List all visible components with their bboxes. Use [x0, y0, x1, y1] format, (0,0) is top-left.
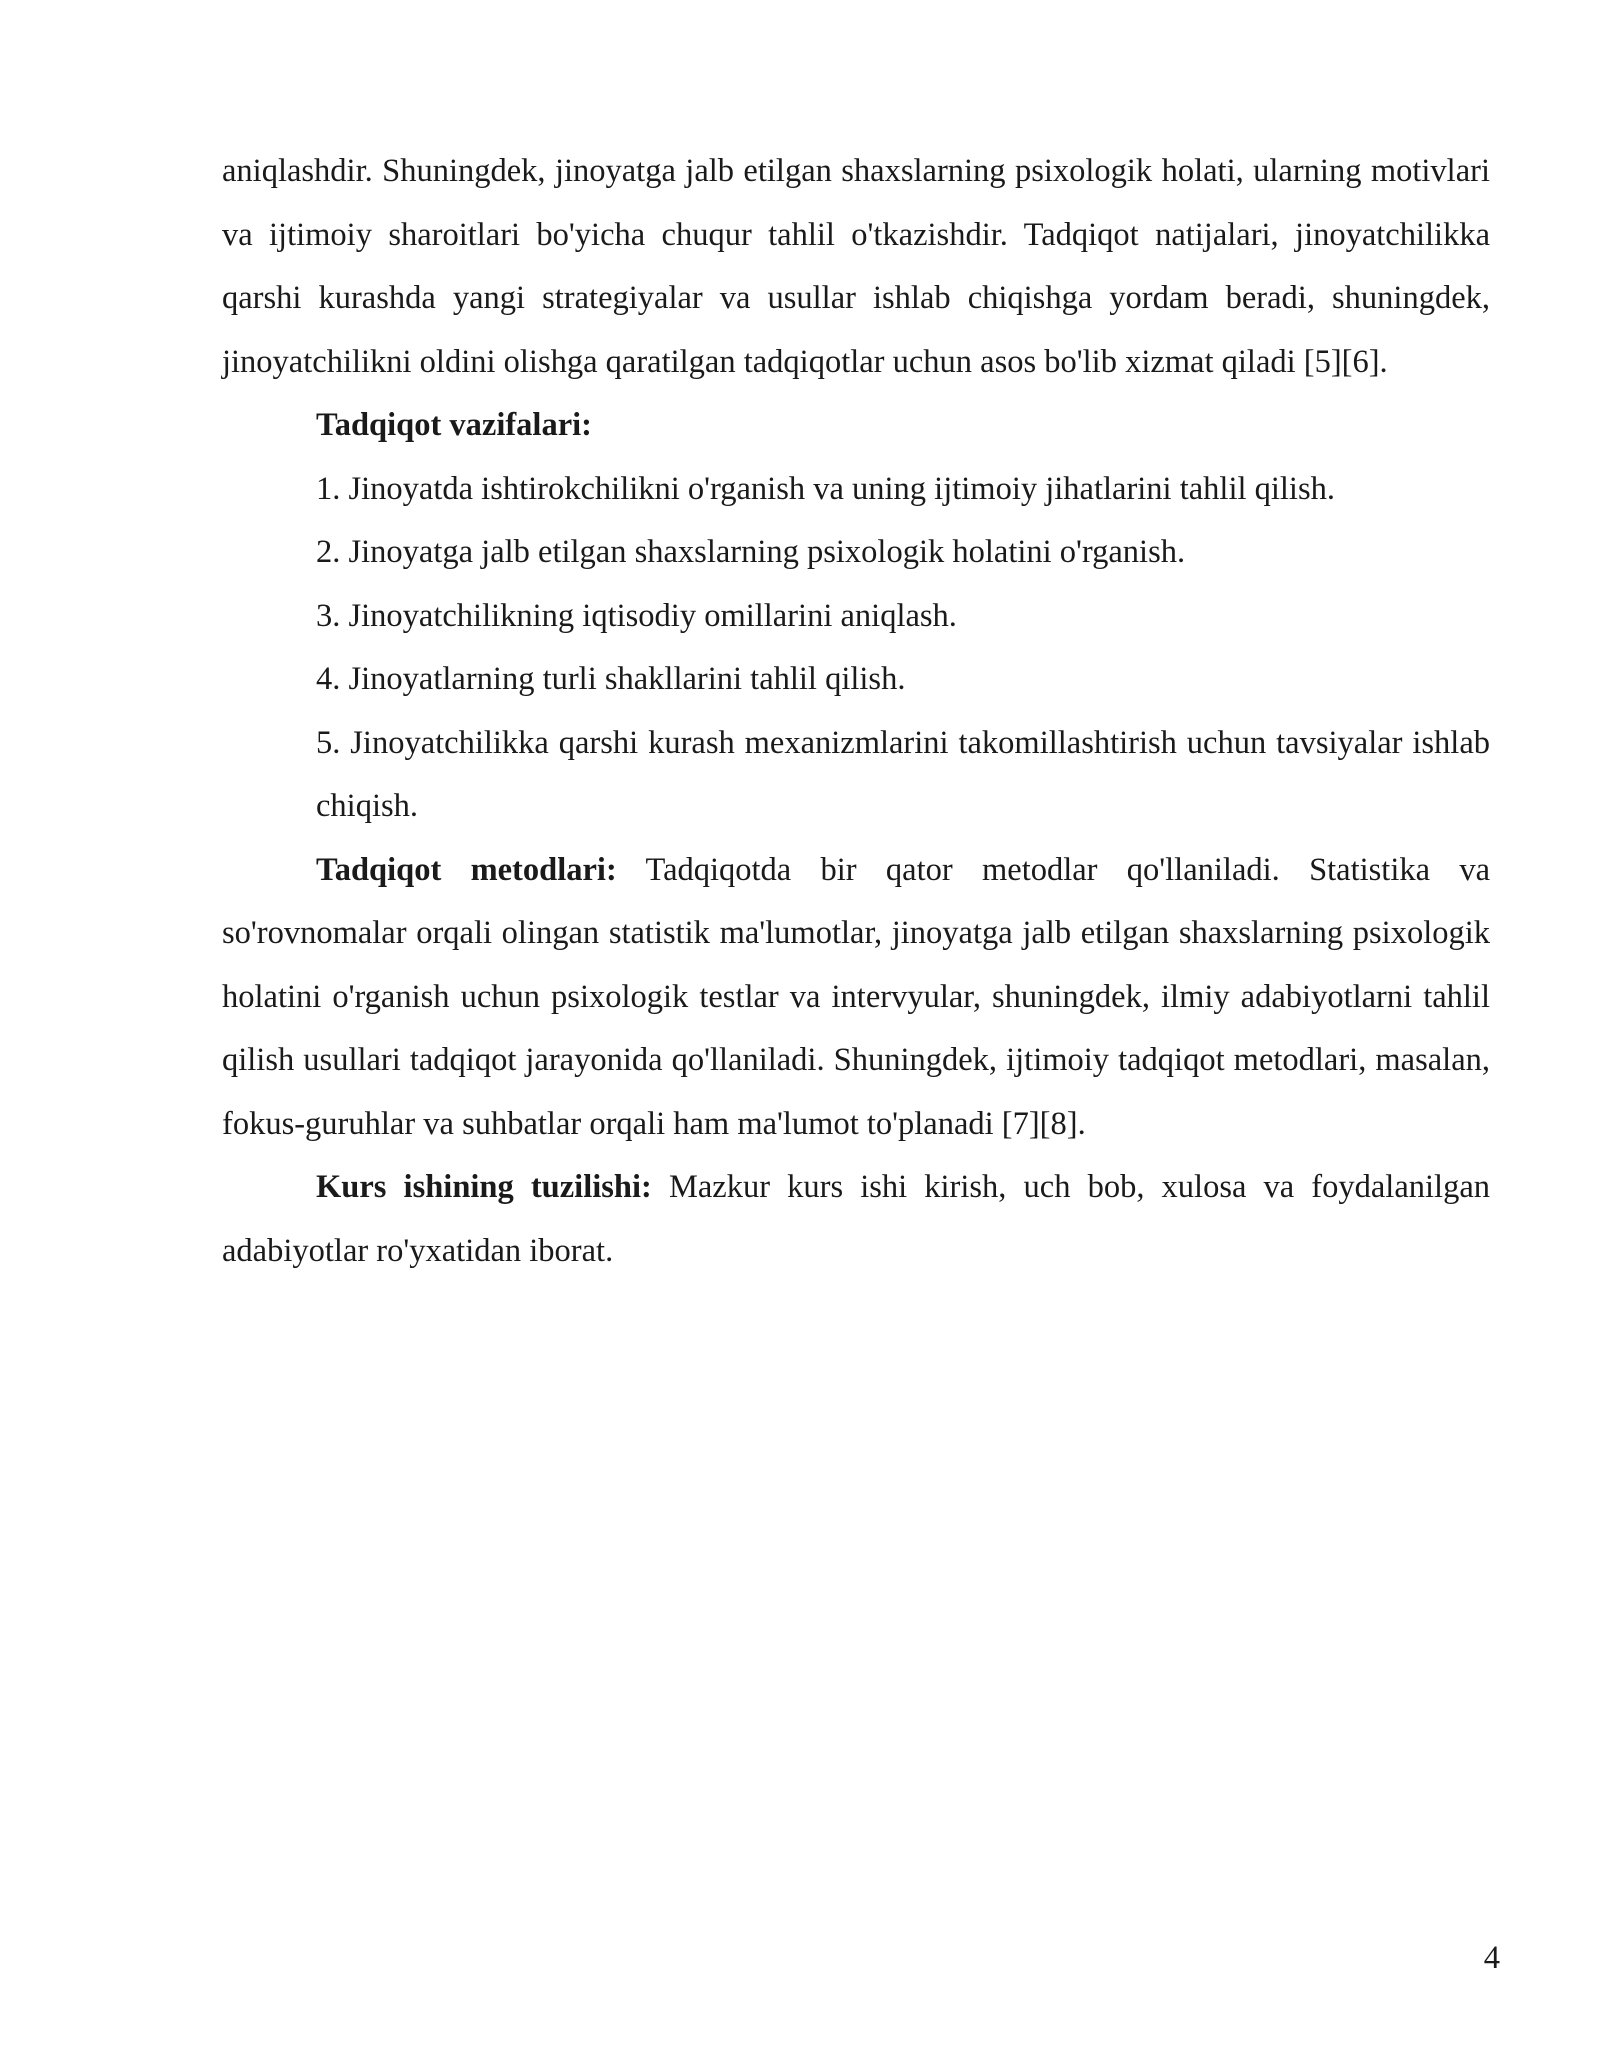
- task-item-2: 2. Jinoyatga jalb etilgan shaxslarning psixologik holatini o'rganish.: [316, 534, 1186, 570]
- methods-label: Tadqiqot metodlari:: [316, 851, 617, 888]
- task-item-5: 5. Jinoyatchilikka qarshi kurash mexanizmlarini takomillashtirish uchun tavsiyalar ishlab chiqish.: [316, 724, 1490, 824]
- intro-paragraph: aniqlashdir. Shuningdek, jinoyatga jalb etilgan shaxslarning psixologik holati, ularning motivlari va ijtimoiy sharoitlari bo'yicha chuqur tahlil o'tkazishdir. Tadqiqot natijalari, jinoyatchilikka qarshi kurashda yangi strategiyalar va usullar ishlab chiqishga yordam beradi, shuningdek, jinoyatchilikni oldini olishga qaratilgan tadqiqotlar uchun asos bo'lib xizmat qiladi [5][6].: [222, 153, 1490, 380]
- task-item-4: 4. Jinoyatlarning turli shakllarini tahlil qilish.: [316, 661, 906, 697]
- tasks-heading: Tadqiqot vazifalari:: [316, 407, 592, 443]
- page-number: 4: [1483, 1940, 1500, 1976]
- page-body: [222, 140, 1490, 1283]
- task-item-1: 1. Jinoyatda ishtirokchilikni o'rganish va uning ijtimoiy jihatlarini tahlil qilish.: [316, 470, 1335, 507]
- methods-text: Tadqiqotda bir qator metodlar qo'llaniladi. Statistika va so'rovnomalar orqali olingan statistik ma'lumotlar, jinoyatga jalb etilgan shaxslarning psixologik holatini o'rganish uchun psixologik testlar va intervyular, shuningdek, ilmiy adabiyotlarni tahlil qilish usullari tadqiqot jarayonida qo'llaniladi. Shuningdek, ijtimoiy tadqiqot metodlari, masalan, fokus-guruhlar va suhbatlar orqali ham ma'lumot to'planadi [7][8].: [222, 851, 1491, 1142]
- methods-paragraph: [222, 839, 1490, 1157]
- structure-text: Mazkur kurs ishi kirish, uch bob, xulosa va foydalanilgan adabiyotlar ro'yxatidan iborat.: [222, 1169, 1490, 1269]
- structure-label: Kurs ishining tuzilishi:: [316, 1169, 652, 1205]
- task-item-3: 3. Jinoyatchilikning iqtisodiy omillarini aniqlash.: [316, 597, 957, 634]
- structure-paragraph: [222, 1156, 1490, 1283]
